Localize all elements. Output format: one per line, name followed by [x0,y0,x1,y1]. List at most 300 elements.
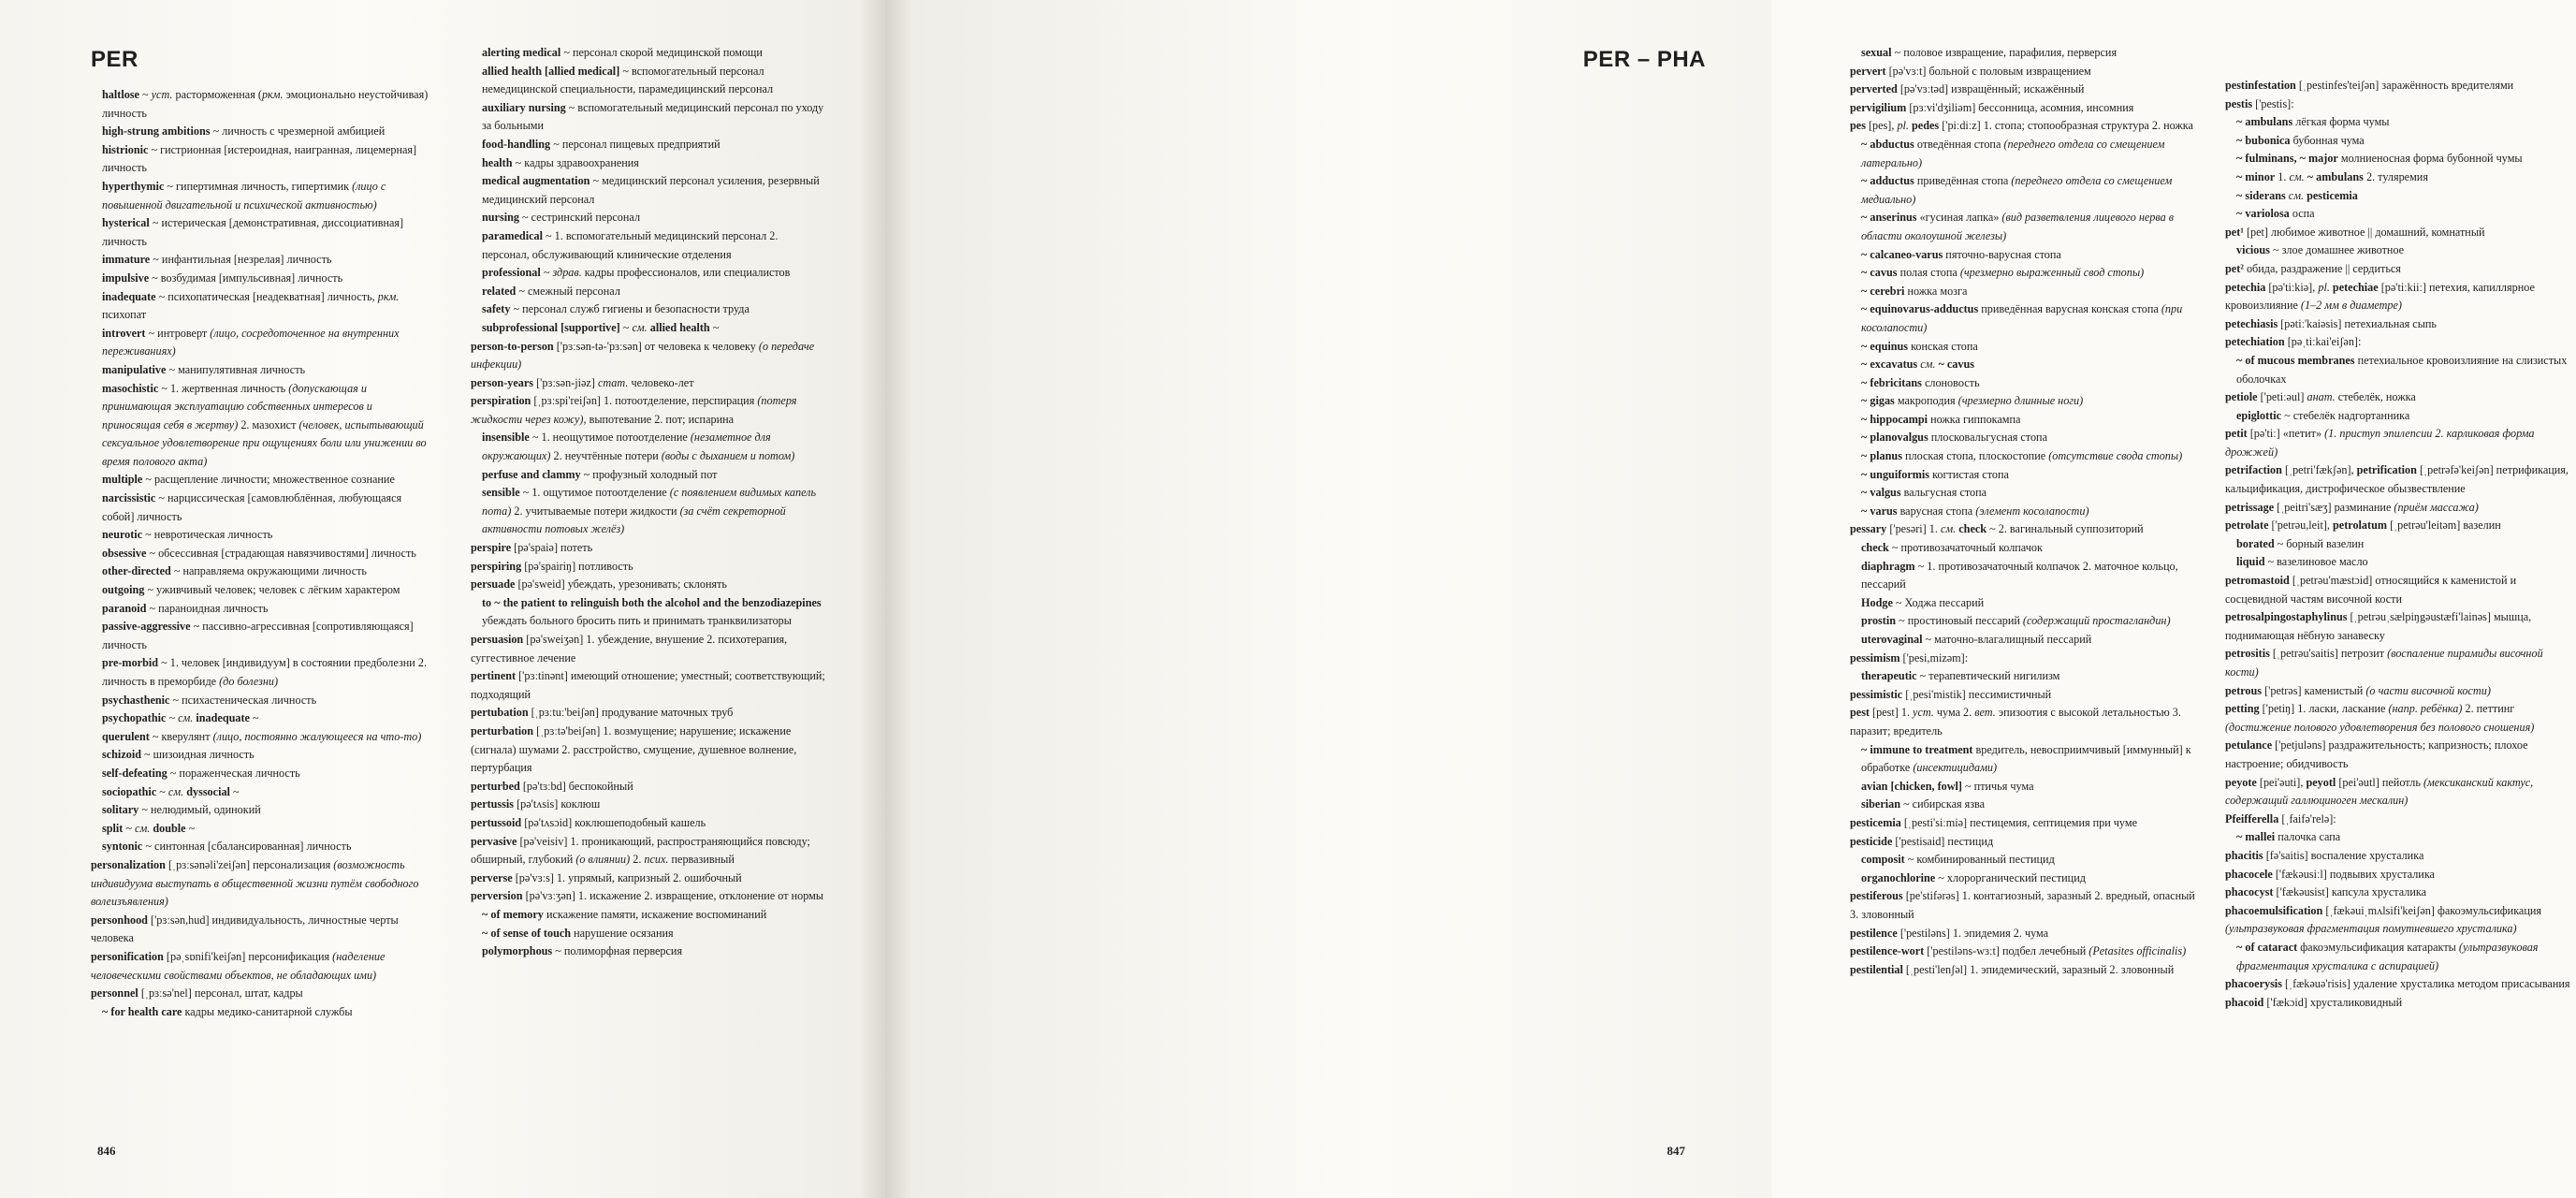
headword: neurotic [102,528,143,542]
dictionary-entry [2225,260,2576,279]
dictionary-subentry [91,838,433,856]
dictionary-subentry [1850,283,2201,301]
definition-text: [ˌfækəuə'risis] удаление хрусталика методом присасывания [2281,977,2570,991]
dictionary-entry [1850,63,2201,81]
dictionary-subentry [2225,113,2576,132]
definition-text: [ˌpetrəu'mæstɔid] относящийся к каменистой и сосцевидной частям височной кости [2225,574,2517,606]
headword: check [1958,522,1987,536]
dictionary-entry [2225,774,2576,811]
headword: pet¹ [2225,225,2244,239]
headword: pertussoid [471,815,522,829]
italic-note: (незаметное для окружающих) [482,431,771,463]
dictionary-subentry [471,906,828,925]
italic-note: см. [178,711,194,725]
definition-text: ['petrəs] каменистый [2262,683,2366,697]
definition-text: палочка сапа [2275,830,2341,844]
headword: uterovaginal [1861,633,1923,646]
definition-text: оспа [2289,207,2315,221]
italic-note: (человек, испытывающий сексуальное удовлетворение при ощущениях боли или унижении во время полового акта) [102,417,427,468]
definition-text: петехиальное кровоизлияние на слизистых оболочках [2236,353,2568,386]
dictionary-subentry [1850,558,2201,594]
headword: pesticide [1850,834,1893,848]
headword: petrolatum [2333,519,2388,533]
dictionary-subentry [2225,535,2576,554]
dictionary-subentry [91,545,433,563]
headword: introvert [102,326,146,340]
dictionary-subentry [1850,778,2201,796]
headword: ~ minor [2236,169,2276,183]
definition-text: [pətiː'kaiəsis] петехиальная сыпь [2278,316,2437,330]
headword: ~ of cataract [2236,940,2298,954]
headword: persuasion [471,633,524,646]
dictionary-subentry [1850,246,2201,265]
dictionary-entry [2225,902,2576,939]
definition-text: человеко-лет [628,375,694,389]
dictionary-entry [471,338,828,374]
definition-text: ~ пассивно-агрессивная [сопротивляющаяся] личность [102,620,414,651]
headword: ~ abductus [1861,137,1914,151]
definition-text: ['fækɔid] хрусталиковидный [2263,995,2403,1009]
dictionary-entry [2225,994,2576,1013]
dictionary-subentry [1850,796,2201,814]
headword: haltlose [102,88,139,101]
definition-text: 2. [630,853,645,867]
headword: personification [91,949,164,963]
headword: pervigilium [1850,100,1907,114]
italic-note: (мексиканский кактус, содержащий галлюциноген мескалин) [2225,775,2534,808]
headword: ~ of memory [482,907,544,921]
dictionary-subentry [1850,539,2201,558]
dictionary-entry [471,887,828,906]
definition-text: [pə'tiː] «петит» [2247,427,2325,441]
definition-text: ~ обсессивная [страдающая навязчивостями] личность [146,546,416,560]
dictionary-subentry [471,300,828,319]
definition-text: ~ манипулятивная личность [166,362,306,376]
definition-text: ~ [185,821,196,835]
italic-note: pl. [1897,119,1909,133]
definition-text: ~ синтонная [сбалансированная] личность [142,840,352,854]
headword: liquid [2236,555,2265,569]
dictionary-subentry [1850,338,2201,357]
dictionary-entry [2225,461,2576,498]
headword: petrissage [2225,500,2275,514]
definition-text: психопат [102,308,147,322]
definition-text: [pest] 1. [1870,706,1914,720]
headword: epiglottic [2236,408,2282,422]
headword: allied health [649,320,710,334]
headword: perspiring [471,559,522,573]
dictionary-entry [2225,425,2576,461]
headword: pertinent [471,669,517,683]
headword: avian [chicken, fowl] [1861,779,1962,793]
headword: ~ immune to treatment [1861,742,1973,756]
dictionary-entry [91,948,433,985]
dictionary-entry [2225,847,2576,866]
headword: organochlorine [1861,870,1936,884]
definition-text: [pəˌsɒnifi'keiʃən] персонификация [163,949,333,963]
definition-text: ~ борный вазелин [2274,536,2365,550]
headword: immature [102,253,151,267]
definition-text: ~ [709,320,720,334]
headword: sociopathic [102,784,157,798]
definition-text: [ˌpestinfes'teiʃən] заражённость вредителями [2295,79,2514,92]
headword: Hodge [1861,595,1893,609]
headword: vicious [2236,243,2270,257]
definition-text: [pə'spaiə] потеть [511,541,593,555]
definition-text: ['pesəri] 1. [1886,522,1941,536]
headword: related [482,284,517,298]
headword: perspire [471,541,512,555]
definition-text: [ˌfækəuiˌmʌlsifi'keiʃən] факоэмульсификация [2322,903,2541,917]
dictionary-entry [2225,737,2576,773]
italic-note: (лицо с повышенной двигательной и психической активностью) [102,179,386,212]
dictionary-entry [1850,942,2201,961]
definition-text: стебелёк, ножка [2335,390,2416,404]
definition-text: ['pɜːsən,hud] индивидуальность, личностные черты человека [91,913,399,945]
headword: dyssocial [186,784,230,798]
italic-note: см. [167,784,184,798]
definition-text: ~ направляема окружающими личность [170,564,367,578]
definition-text: [pə'tʌsɔid] коклюшеподобный кашель [521,815,706,829]
headword: psychopathic [102,711,167,725]
headword: split [102,821,124,835]
headword: impulsive [102,270,150,285]
definition-text: ['fækəusiːl] подвывих хрусталика [2272,867,2435,881]
headword: composit [1861,853,1905,867]
dictionary-entry [1850,99,2201,118]
definition-text: ~ истерическая [демонстративная, диссоциативная] личность [102,216,404,248]
dictionary-subentry [2225,828,2576,847]
dictionary-subentry [1850,300,2201,337]
dictionary-entry [1850,704,2201,740]
definition-text: [pei'əuti], [2256,775,2307,789]
dictionary-subentry [91,728,433,747]
dictionary-subentry [91,270,433,288]
dictionary-subentry [91,581,433,600]
headword: person-years [471,375,534,389]
definition-text: ~ птичья чума [1962,779,2034,793]
dictionary-column-3 [1850,44,2201,979]
italic-note: см. [632,320,648,334]
italic-note: (потеря жидкости через кожу) [471,394,797,426]
definition-text: ~ стебелёк надгортанника [2281,408,2410,422]
headword: other-directed [102,564,171,578]
headword: syntonic [102,840,143,854]
headword: ~ bubonica [2236,133,2291,147]
headword: health [482,155,513,169]
headword: petting [2225,702,2260,716]
headword: therapeutic [1861,669,1917,683]
headword: hyperthymic [102,179,165,193]
italic-note: (ультразвуковая фрагментация хрусталика с аспирацией) [2236,940,2539,972]
dictionary-entry [2225,645,2576,681]
dictionary-entry [1850,80,2201,99]
headword: pertubation [471,706,529,720]
definition-text: ~ 1. противозачаточный колпачок 2. маточное кольцо, пессарий [1861,559,2178,592]
definition-text: [pə'tiːkiə], [2265,280,2319,294]
headword: medical augmentation [482,174,590,188]
definition-text: кадры профессионалов, или специалистов [581,266,791,280]
definition-text: [pə'vɜːs] 1. упрямый, капризный 2. ошибочный [512,870,742,884]
dictionary-subentry [471,466,828,485]
headword: phacoerysis [2225,977,2282,991]
definition-text: ~ шизоидная личность [140,748,255,762]
headword: perfuse and clammy [482,467,581,481]
definition-text: ~ интроверт [145,326,211,340]
definition-text: ~ расщепление личности; множественное сознание [142,473,395,487]
definition-text: 2. туляремия [2363,169,2428,183]
definition-text: обида, раздражение || сердиться [2243,261,2401,275]
definition-text: [pə'tʌsis] коклюш [514,797,601,811]
italic-note: (ультразвуковая фрагментация помутневшего хрусталика) [2225,922,2517,936]
definition-text: ['petiːəul] [2257,390,2307,404]
definition-text: ['pestiləns-wɜːt] подбел лечебный [1924,944,2089,958]
italic-note: (инсектицидами) [1913,761,1998,775]
definition-text: [ˌpetrəu'saitis] петрозит [2269,647,2388,661]
italic-note: (возможность индивидуума выступать в общественной жизни путём свободного волеизъявления) [91,857,419,909]
italic-note: (переднего отдела со смещением латерально) [1861,137,2165,169]
headword: ~ of mucous membranes [2236,353,2355,367]
headword: ~ excavatus [1861,358,1918,372]
dictionary-subentry [471,594,828,631]
page-number-left: 846 [97,1144,116,1158]
dictionary-subentry [1850,667,2201,686]
dictionary-entry [2225,572,2576,608]
dictionary-subentry [1850,503,2201,521]
definition-text: ~ [249,711,259,725]
headword: perturbation [471,723,534,738]
dictionary-entry [2225,517,2576,535]
dictionary-subentry [1850,356,2201,374]
headword: prostin [1861,614,1897,628]
dictionary-subentry [1850,741,2201,778]
definition-text: ~ кверулянт [149,729,213,743]
definition-text: ~ профузный холодный пот [580,467,718,481]
headword: psychasthenic [102,693,170,707]
definition-text: 2. учитываемые потери жидкости [511,504,680,518]
definition-text: [pɜːvi'dʒiliəm] бессонница, асомния, инсомния [1906,100,2134,114]
definition-text: ~ 1. жертвенная личность [158,381,289,395]
definition-text: ~ злое домашнее животное [2269,243,2405,257]
dictionary-entry [2225,884,2576,902]
headword: ~ valgus [1861,486,1901,500]
dictionary-subentry [91,600,433,619]
dictionary-entry [1850,814,2201,833]
headword: ~ fulminans, ~ major [2236,152,2338,166]
definition-text: [pet] любимое животное || домашний, комнатный [2243,225,2485,239]
dictionary-entry [2225,315,2576,334]
italic-note: (допускающая и принимающая эксплуатацию собственных интересов и приносящая себя в жертву) [102,381,372,431]
headword: inadequate [196,711,250,725]
definition-text: отведённая стопа [1914,137,2004,151]
headword: pet² [2225,261,2244,275]
italic-note: см. [2289,169,2305,183]
headword: petit [2225,427,2248,441]
headword: obsessive [102,546,147,560]
headword: insensible [482,431,530,445]
definition-text: ~ психастеническая личность [169,693,317,707]
headword: alerting medical [482,46,561,59]
headword: siberian [1861,797,1900,811]
dictionary-subentry [471,283,828,301]
definition-text: , выпотевание 2. пот; испарина [583,412,735,426]
definition-text: ~ 1. вспомогательный медицинский персонал 2. персонал, обслуживающий клинические отделения [482,228,779,261]
dictionary-subentry [2225,205,2576,224]
headword: perturbed [471,779,520,793]
headword: pervasive [471,834,517,848]
dictionary-subentry [2225,352,2576,388]
definition-text: ['pestis]: [2252,96,2294,110]
headword: histrionic [102,142,149,156]
definition-text: [pə'tɜːbd] беспокойный [519,779,633,793]
dictionary-subentry [91,820,433,839]
italic-note: (с появлением видимых капель пота) [482,486,817,518]
headword: manipulative [102,362,167,376]
headword: pest [1850,706,1870,720]
italic-note: (за счёт секреторной активности потовых желёз) [482,504,786,536]
dictionary-subentry [91,692,433,710]
headword: pestilential [1850,962,1903,976]
dictionary-subentry [1850,392,2201,411]
definition-text: 2. неучтённые потери [550,449,662,463]
headword: pesticemia [2307,188,2358,202]
dictionary-entry [2225,499,2576,518]
headword: solitary [102,803,139,817]
definition-text: [ˌpɜːspi'reiʃən] 1. потоотделение, перспирация [531,394,758,408]
dictionary-entry [471,869,828,888]
definition-text: ~ возбудимая [импульсивная] личность [149,270,343,285]
dictionary-subentry [471,209,828,227]
definition-text: [ˌpetri'fækʃən], [2281,463,2357,477]
dictionary-subentry [1850,484,2201,503]
definition-text: [pə'sweiʒən] 1. убеждение, внушение 2. психотерапия, суггестивное лечение [471,633,788,665]
dictionary-subentry [471,925,828,943]
headword: pessimism [1850,650,1900,665]
headword: perspiration [471,394,531,408]
dictionary-subentry [471,227,828,264]
headword: pessimistic [1850,687,1903,701]
definition-text: [pes], [1865,119,1898,133]
definition-text: вредитель, невосприимчивый [иммунный] к обработке [1861,742,2191,775]
definition-text: [pəˌtiːkai'eiʃən]: [2284,335,2362,349]
definition-text: ~ 1. ощутимое потоотделение [519,486,670,500]
definition-text: ~ маточно-влагалищный пессарий [1922,633,2092,646]
dictionary-entry [1850,117,2201,136]
headword: nursing [482,211,519,225]
dictionary-entry [2225,279,2576,315]
definition-text: ножка мозга [1904,284,1968,298]
dictionary-subentry [91,1003,433,1022]
headword: pestilence-wort [1850,944,1925,958]
dictionary-entry [2225,682,2576,701]
dictionary-subentry [2225,168,2576,187]
dictionary-subentry [471,484,828,539]
headword: ~ variolosa [2236,207,2290,221]
headword: petechiae [2332,280,2379,294]
definition-text: ~ инфантильная [незрелая] личность [150,253,332,267]
italic-note: уст. [151,88,173,101]
definition-text: ['pestiləns] 1. эпидемия 2. чума [1897,926,2049,940]
dictionary-subentry [91,214,433,251]
headword: paramedical [482,228,543,242]
dictionary-entry [1850,961,2201,980]
definition-text: [ˌpeitri'sæʒ] разминание [2274,500,2394,514]
italic-note: (лицо, сосредоточенное на внутренних переживаниях) [102,326,400,358]
definition-text: ['pɜːtinənt] имеющий отношение; уместный; соответствующий; подходящий [471,669,825,701]
definition-text: [pə'tiːkiiː] петехия, капиллярное кровоизлияние [2225,280,2535,313]
headword: phacoemulsification [2225,903,2323,917]
dictionary-entry [2225,975,2576,994]
dictionary-subentry [91,178,433,214]
definition-text: лёгкая форма чумы [2292,115,2390,129]
headword: pertussis [471,797,515,811]
headword: peyote [2225,775,2257,789]
headword: pesticemia [1850,815,1901,829]
dictionary-subentry [1850,429,2201,447]
italic-note: (отсутствие свода стопы) [2048,449,2183,463]
dictionary-subentry [471,172,828,209]
headword: petrosalpingostaphylinus [2225,610,2348,624]
headword: ~ equinovarus-adductus [1861,302,1979,316]
definition-text: ~ противозачаточный колпачок [1888,541,2043,555]
definition-text: ['fækəusist] капсула хрусталика [2273,885,2427,899]
dictionary-subentry [471,942,828,961]
headword: narcissistic [102,491,156,505]
headword: allied health [allied medical] [482,64,620,78]
definition-text: ~ 1. неощутимое потоотделение [529,431,691,445]
dictionary-subentry [1850,594,2201,613]
headword: double [153,821,186,835]
definition-text: ~ [156,784,168,798]
italic-note: (достижение полового удовлетворения без полового сношения) [2225,720,2535,734]
headword: perversion [471,889,523,903]
definition-text: первазивный [668,853,735,867]
definition-text: ~ кадры здравоохранения [512,155,639,169]
headword: petechia [2225,280,2266,294]
dictionary-entry [471,814,828,833]
dictionary-entry [2225,866,2576,884]
dictionary-subentry [91,288,433,325]
dictionary-subentry [91,361,433,380]
headword: borated [2236,536,2275,550]
italic-note: ркм. [377,289,400,303]
headword: phacoid [2225,995,2264,1009]
italic-note: псих. [644,853,669,867]
italic-note: уст. [1913,706,1934,720]
dictionary-subentry [91,765,433,783]
definition-text: ['petjuləns] раздражительность; капризность; плохое настроение; обидчивость [2225,738,2528,770]
definition-text: [pə'veisiv] 1. проникающий, распространяющийся повсюду; обширный, глубокий [471,834,810,867]
dictionary-entry [91,912,433,948]
dictionary-entry [471,723,828,778]
dictionary-subentry [1850,264,2201,283]
headword: petechiasis [2225,316,2278,330]
dictionary-column-1 [91,86,433,1021]
definition-text: [ˌpɜːsənəli'zeiʃən] персонализация [165,857,334,871]
dictionary-subentry [1850,374,2201,393]
definition-text: ~ [229,784,240,798]
dictionary-subentry [1850,612,2201,631]
definition-text: [pə'vɜːt] больной с половым извращением [1885,64,2091,78]
page-header-left: PER [91,47,138,72]
definition-text: ~ хлорорганический пестицид [1935,870,2086,884]
headword: pestis [2225,96,2253,110]
headword: ~ of sense of touch [482,926,572,940]
dictionary-subentry [91,709,433,728]
definition-text: [ˌpetrəu'leitəm] вазелин [2387,519,2501,533]
dictionary-subentry [2225,939,2576,975]
definition-text: нарушение осязания [571,926,674,940]
